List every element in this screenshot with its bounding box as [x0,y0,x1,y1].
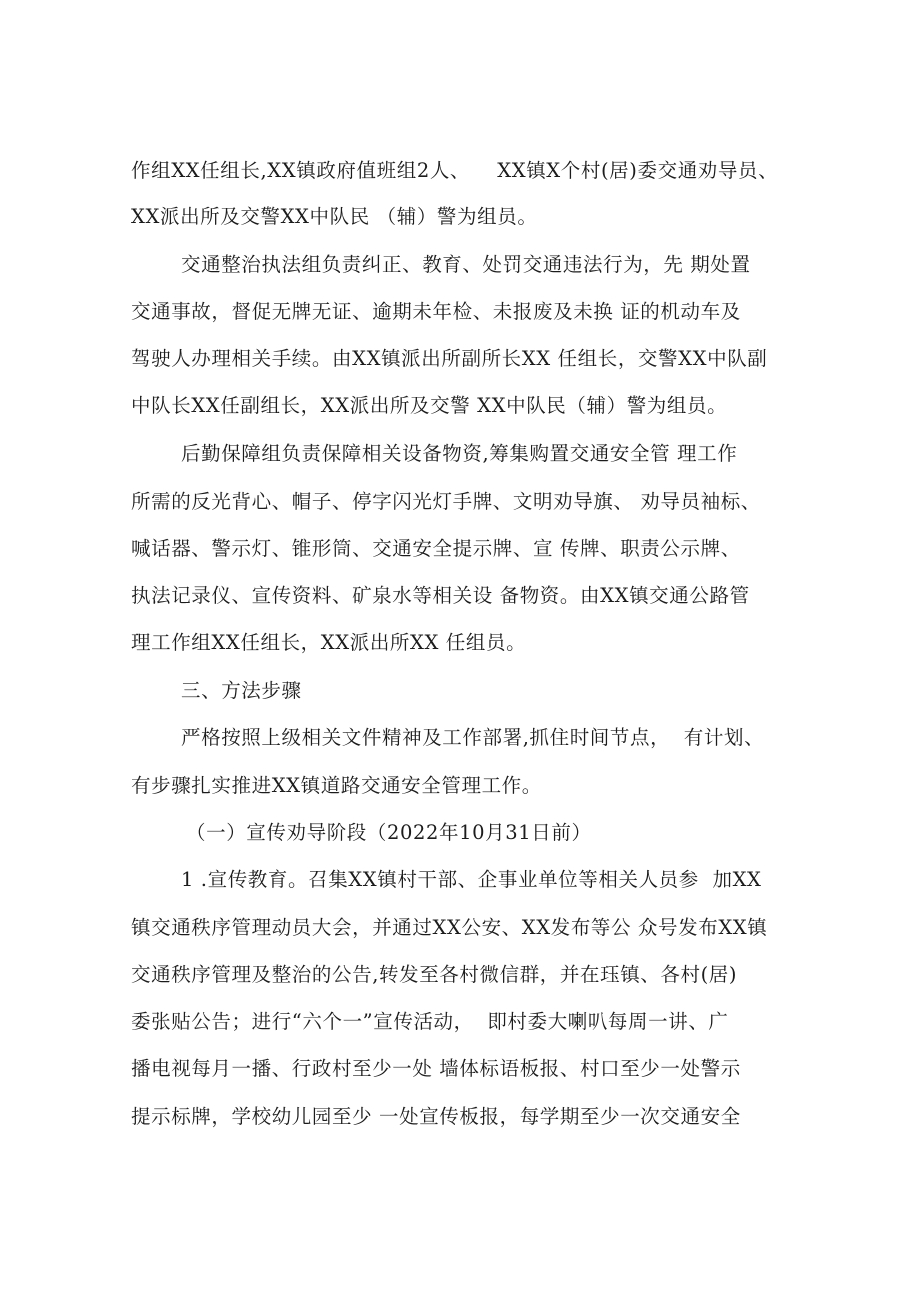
text-line-4: 交通事故，督促无牌无证、逾期未年检、未报废及未换 证的机动车及 [131,300,741,323]
text-line-21: 提示标牌，学校幼儿园至少 一处宣传板报，每学期至少一次交通安全 [131,1105,741,1128]
text-line-14: 有步骤扎实推进XX镇道路交通安全管理工作。 [131,774,542,797]
subsection-heading: （一）宣传劝导阶段（2022年10月31日前） [186,821,592,844]
text-line-17: 镇交通秩序管理动员大会，并通过XX公安、XX发布等公 众号发布XX镇 [131,916,768,939]
text-line-9: 喊话器、警示灯、锥形筒、交通安全提示牌、宣 传牌、职责公示牌、 [131,537,741,560]
text-line-20: 播电视每月一播、行政村至少一处 墙体标语板报、村口至少一处警示 [131,1057,741,1080]
text-line-16: 1 .宣传教育。召集XX镇村干部、企事业单位等相关人员参 加XX [181,868,762,891]
text-line-19: 委张贴公告；进行“六个一”宣传活动， 即村委大喇叭每周一讲、广 [131,1010,729,1033]
text-line-8: 所需的反光背心、帽子、停字闪光灯手牌、文明劝导旗、 劝导员袖标、 [131,490,761,513]
text-line-6: 中队长XX任副组长，XX派出所及交警 XX中队民（辅）警为组员。 [131,394,728,417]
text-line-3: 交通整治执法组负责纠正、教育、处罚交通违法行为，先 期处置 [181,253,751,276]
text-line-13: 严格按照上级相关文件精神及工作部署,抓住时间节点， 有计划、 [181,726,765,749]
text-line-18: 交通秩序管理及整治的公告,转发至各村微信群，并在珏镇、各村(居) [131,963,738,986]
text-line-10: 执法记录仪、宣传资料、矿泉水等相关设 备物资。由XX镇交通公路管 [131,584,750,607]
section-heading: 三、方法步骤 [181,679,302,702]
text-line-7: 后勤保障组负责保障相关设备物资,筹集购置交通安全管 理工作 [181,442,738,465]
text-line-1: 作组XX任组长,XX镇政府值班组2人、 XX镇X个村(居)委交通劝导员、 [131,159,779,182]
text-line-5: 驾驶人办理相关手续。由XX镇派出所副所长XX 任组长，交警XX中队副 [131,347,768,370]
text-line-2: XX派出所及交警XX中队民 （辅）警为组员。 [131,205,538,228]
text-line-11: 理工作组XX任组长，XX派出所XX 任组员。 [131,631,527,654]
